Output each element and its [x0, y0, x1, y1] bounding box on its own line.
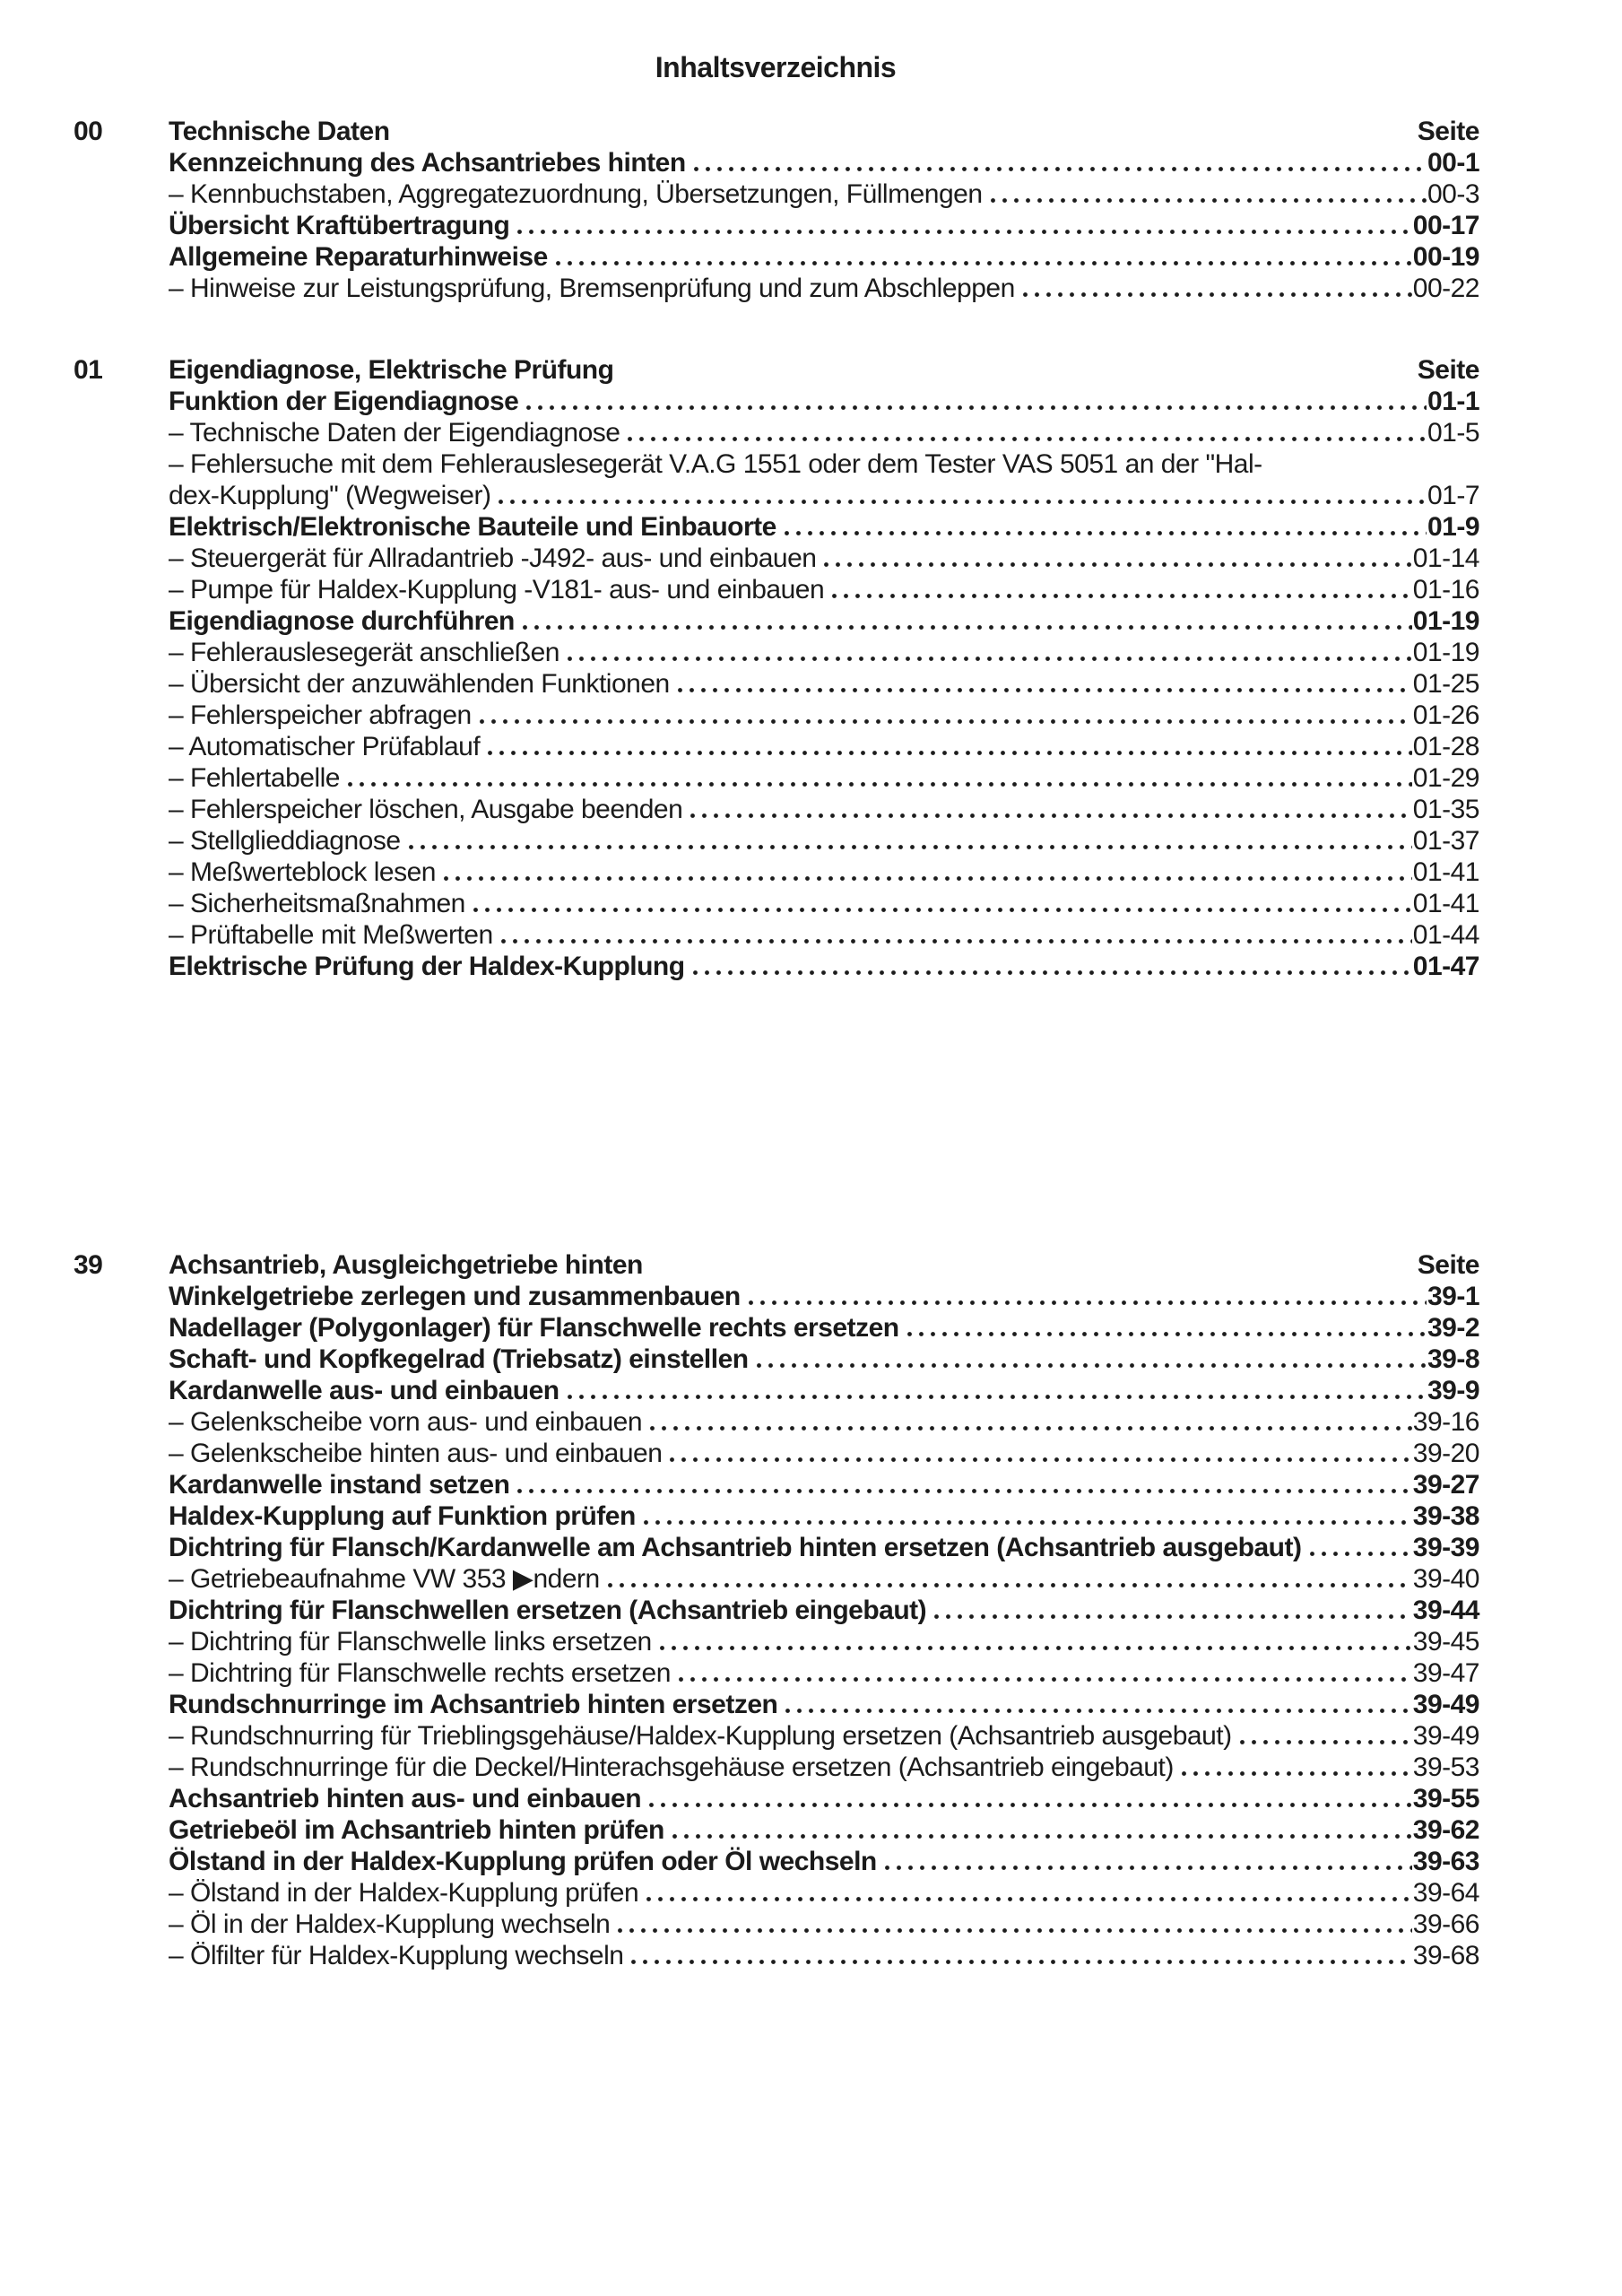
dot-leader — [624, 417, 1426, 448]
dot-leader — [987, 178, 1427, 210]
entry-title: – Hinweise zur Leistungsprüfung, Bremsenprüfung und zum Abschleppen — [169, 274, 1015, 303]
entry-title: – Stellglieddiagnose — [169, 826, 401, 856]
toc-entry — [72, 794, 1479, 825]
entry-title: Getriebeöl im Achsantrieb hinten prüfen — [169, 1815, 664, 1845]
toc-entry — [72, 241, 1479, 273]
entry-page-number: 01-14 — [1412, 544, 1479, 573]
toc-entry — [72, 1312, 1479, 1344]
entry-title: – Dichtring für Flanschwelle rechts ersetzen — [169, 1658, 671, 1688]
entry-title: dex-Kupplung" (Wegweiser) — [169, 481, 491, 510]
entry-title: Achsantrieb hinten aus- und einbauen — [169, 1784, 642, 1813]
toc-entry — [72, 1814, 1479, 1846]
entry-page-number: 01-28 — [1412, 732, 1479, 761]
entry-title: Dichtring für Flansch/Kardanwelle am Achsantrieb hinten ersetzen (Achsantrieb ausgebaut) — [169, 1533, 1302, 1562]
toc-entry — [72, 1909, 1479, 1940]
entry-page-number: 01-41 — [1412, 889, 1479, 918]
entry-page-number: 39-2 — [1427, 1313, 1479, 1343]
entry-page-number: 39-1 — [1427, 1282, 1479, 1311]
toc-entry — [72, 1595, 1479, 1626]
dot-leader — [470, 888, 1412, 919]
dot-leader — [564, 1375, 1427, 1406]
dot-leader — [604, 1563, 1412, 1595]
toc-entry — [72, 857, 1479, 888]
toc-entry — [72, 825, 1479, 857]
entry-page-number: 01-25 — [1412, 669, 1479, 699]
entry-page-number: 39-68 — [1412, 1941, 1479, 1970]
entry-page-number: 01-1 — [1427, 387, 1479, 416]
dot-leader — [519, 605, 1412, 637]
entry-title: Nadellager (Polygonlager) für Flanschwelle rechts ersetzen — [169, 1313, 899, 1343]
toc-entry — [72, 1783, 1479, 1814]
section-number: 00 — [74, 117, 103, 146]
dot-leader — [484, 731, 1412, 762]
entry-title: – Fehlerspeicher abfragen — [169, 700, 472, 730]
toc-entry — [72, 1532, 1479, 1563]
toc-entry — [72, 448, 1479, 480]
section-header-row — [72, 1249, 1479, 1281]
entry-page-number: 01-44 — [1412, 920, 1479, 950]
entry-page-number: 01-7 — [1427, 481, 1479, 510]
entry-page-number: 39-64 — [1412, 1878, 1479, 1908]
entry-title: – Gelenkscheibe hinten aus- und einbauen — [169, 1439, 663, 1468]
dot-leader — [564, 637, 1412, 668]
entry-title: – Übersicht der anzuwählenden Funktionen — [169, 669, 670, 699]
section-header-row — [72, 116, 1479, 147]
dot-leader — [674, 668, 1412, 700]
entry-page-number: 00-19 — [1412, 242, 1479, 272]
dot-leader — [476, 700, 1412, 731]
toc-page — [72, 52, 1479, 1971]
toc-section — [72, 1249, 1479, 1971]
entry-page-number: 39-8 — [1427, 1344, 1479, 1374]
entry-page-number: 39-16 — [1412, 1407, 1479, 1437]
toc-entry — [72, 1846, 1479, 1877]
dot-leader — [820, 543, 1411, 574]
toc-entry — [72, 1469, 1479, 1500]
entry-title: Kennzeichnung des Achsantriebes hinten — [169, 148, 686, 178]
entry-page-number: 39-38 — [1412, 1501, 1479, 1531]
entry-page-number: 39-53 — [1412, 1752, 1479, 1782]
entry-title: – Sicherheitsmaßnahmen — [169, 889, 465, 918]
dot-leader — [552, 241, 1412, 273]
toc-entry — [72, 1281, 1479, 1312]
toc-entry — [72, 1438, 1479, 1469]
entry-page-number: 39-66 — [1412, 1909, 1479, 1939]
toc-entry — [72, 1563, 1479, 1595]
page-title: Inhaltsverzeichnis — [655, 51, 897, 83]
dot-leader — [440, 857, 1412, 888]
entry-page-number: 39-20 — [1412, 1439, 1479, 1468]
entry-title: – Dichtring für Flanschwelle links ersetzen — [169, 1627, 652, 1657]
dot-leader — [405, 825, 1412, 857]
toc-entry — [72, 951, 1479, 982]
entry-title: Haldex-Kupplung auf Funktion prüfen — [169, 1501, 636, 1531]
entry-title: Eigendiagnose durchführen — [169, 606, 515, 636]
entry-title: – Fehlerspeicher löschen, Ausgabe beenden — [169, 795, 683, 824]
entry-title: Rundschnurringe im Achsantrieb hinten ersetzen — [169, 1690, 778, 1719]
dot-leader — [628, 1940, 1411, 1971]
section-title: Technische Daten — [169, 117, 390, 146]
toc-entry — [72, 668, 1479, 700]
toc-entry — [72, 543, 1479, 574]
entry-title: Schaft- und Kopfkegelrad (Triebsatz) einstellen — [169, 1344, 749, 1374]
entry-page-number: 39-55 — [1412, 1784, 1479, 1813]
toc-entry — [72, 273, 1479, 304]
entry-page-number: 01-47 — [1412, 952, 1479, 981]
dot-leader — [666, 1438, 1411, 1469]
toc-entry — [72, 888, 1479, 919]
entry-page-number: 01-29 — [1412, 763, 1479, 793]
entry-page-number: 01-5 — [1427, 418, 1479, 448]
dot-leader — [931, 1595, 1412, 1626]
entry-page-number: 39-40 — [1412, 1564, 1479, 1594]
entry-title: – Fehlersuche mit dem Fehlerauslesegerät V.A.G 1551 oder dem Tester VAS 5051 an der "Hal- — [169, 449, 1262, 479]
toc-entry — [72, 1752, 1479, 1783]
toc-entry — [72, 1344, 1479, 1375]
dot-leader — [781, 511, 1427, 543]
entry-title: Winkelgetriebe zerlegen und zusammenbauen — [169, 1282, 741, 1311]
entry-title: Dichtring für Flanschwellen ersetzen (Achsantrieb eingebaut) — [169, 1596, 927, 1625]
entry-title: – Ölfilter für Haldex-Kupplung wechseln — [169, 1941, 624, 1970]
section-number: 39 — [74, 1250, 103, 1280]
entry-page-number: 39-45 — [1412, 1627, 1479, 1657]
entry-title: – Rundschnurringe für die Deckel/Hinterachsgehäuse ersetzen (Achsantrieb eingebaut) — [169, 1752, 1174, 1782]
section-entries — [72, 1281, 1479, 1971]
dot-leader — [344, 762, 1412, 794]
entry-page-number: 01-19 — [1412, 638, 1479, 667]
entry-page-number: 00-17 — [1412, 211, 1479, 240]
entry-page-number: 39-47 — [1412, 1658, 1479, 1688]
toc-entry — [72, 1406, 1479, 1438]
dot-leader — [640, 1500, 1412, 1532]
dot-leader — [669, 1814, 1412, 1846]
dot-leader — [881, 1846, 1412, 1877]
entry-title: – Pumpe für Haldex-Kupplung -V181- aus- und einbauen — [169, 575, 825, 604]
section-title: Achsantrieb, Ausgleichgetriebe hinten — [169, 1250, 643, 1280]
entry-page-number: 00-1 — [1427, 148, 1479, 178]
entry-title: Elektrische Prüfung der Haldex-Kupplung — [169, 952, 685, 981]
entry-page-number: 01-35 — [1412, 795, 1479, 824]
toc-sections — [72, 116, 1479, 1971]
dot-leader — [690, 147, 1427, 178]
entry-title: Ölstand in der Haldex-Kupplung prüfen oder Öl wechseln — [169, 1847, 877, 1876]
entry-page-number: 39-27 — [1412, 1470, 1479, 1500]
entry-page-number: 39-44 — [1412, 1596, 1479, 1625]
entry-page-number: 39-63 — [1412, 1847, 1479, 1876]
dot-leader — [514, 1469, 1411, 1500]
entry-title: – Fehlertabelle — [169, 763, 340, 793]
toc-entry — [72, 1500, 1479, 1532]
entry-title: – Kennbuchstaben, Aggregatezuordnung, Übersetzungen, Füllmengen — [169, 179, 983, 209]
toc-entry — [72, 762, 1479, 794]
entry-title: Allgemeine Reparaturhinweise — [169, 242, 548, 272]
dot-leader — [690, 951, 1412, 982]
toc-entry — [72, 1940, 1479, 1971]
entry-title: – Meßwerteblock lesen — [169, 857, 436, 887]
toc-entry — [72, 1689, 1479, 1720]
entry-page-number: 00-22 — [1412, 274, 1479, 303]
toc-entry — [72, 919, 1479, 951]
toc-entry — [72, 605, 1479, 637]
entry-title: – Getriebeaufnahme VW 353 ▶ndern — [169, 1564, 600, 1594]
dot-leader — [753, 1344, 1427, 1375]
toc-entry — [72, 178, 1479, 210]
entry-page-number: 39-9 — [1427, 1376, 1479, 1405]
entry-title: – Automatischer Prüfablauf — [169, 732, 481, 761]
section-header-row — [72, 354, 1479, 386]
entry-title: – Öl in der Haldex-Kupplung wechseln — [169, 1909, 611, 1939]
toc-entry — [72, 1375, 1479, 1406]
toc-entry — [72, 1877, 1479, 1909]
entry-title: – Prüftabelle mit Meßwerten — [169, 920, 493, 950]
entry-page-number: 01-16 — [1412, 575, 1479, 604]
entry-page-number: 01-19 — [1412, 606, 1479, 636]
toc-entry — [72, 700, 1479, 731]
dot-leader — [495, 480, 1427, 511]
page-column-header: Seite — [1417, 355, 1479, 385]
dot-leader — [687, 794, 1412, 825]
dot-leader — [1236, 1720, 1412, 1752]
toc-entry — [72, 574, 1479, 605]
entry-title: – Steuergerät für Allradantrieb -J492- aus- und einbauen — [169, 544, 817, 573]
dot-leader — [646, 1783, 1412, 1814]
dot-leader — [904, 1312, 1427, 1344]
dot-leader — [675, 1657, 1412, 1689]
toc-entry — [72, 511, 1479, 543]
entry-title: – Fehlerauslesegerät anschließen — [169, 638, 559, 667]
dot-leader — [646, 1406, 1412, 1438]
entry-title: – Rundschnurring für Trieblingsgehäuse/Haldex-Kupplung ersetzen (Achsantrieb ausgebaut) — [169, 1721, 1232, 1751]
entry-title: – Technische Daten der Eigendiagnose — [169, 418, 620, 448]
section-number: 01 — [74, 355, 103, 385]
dot-leader — [498, 919, 1412, 951]
entry-page-number: 01-37 — [1412, 826, 1479, 856]
toc-entry — [72, 386, 1479, 417]
dot-leader — [643, 1877, 1412, 1909]
toc-entry — [72, 147, 1479, 178]
entry-page-number: 39-49 — [1412, 1721, 1479, 1751]
entry-page-number: 39-49 — [1412, 1690, 1479, 1719]
page-column-header: Seite — [1417, 1250, 1479, 1280]
entry-page-number: 01-9 — [1427, 512, 1479, 542]
dot-leader — [745, 1281, 1427, 1312]
entry-page-number: 01-41 — [1412, 857, 1479, 887]
toc-section — [72, 116, 1479, 304]
toc-entry — [72, 480, 1479, 511]
dot-leader — [614, 1909, 1411, 1940]
page-column-header: Seite — [1417, 117, 1479, 146]
toc-entry — [72, 417, 1479, 448]
entry-title: Kardanwelle aus- und einbauen — [169, 1376, 559, 1405]
entry-title: Kardanwelle instand setzen — [169, 1470, 510, 1500]
entry-page-number: 39-62 — [1412, 1815, 1479, 1845]
dot-leader — [656, 1626, 1412, 1657]
toc-entry — [72, 210, 1479, 241]
toc-entry — [72, 1626, 1479, 1657]
dot-leader — [782, 1689, 1411, 1720]
section-title: Eigendiagnose, Elektrische Prüfung — [169, 355, 614, 385]
entry-title: – Ölstand in der Haldex-Kupplung prüfen — [169, 1878, 639, 1908]
entry-title: Elektrisch/Elektronische Bauteile und Einbauorte — [169, 512, 776, 542]
toc-section — [72, 354, 1479, 982]
entry-page-number: 01-26 — [1412, 700, 1479, 730]
entry-page-number: 39-39 — [1412, 1533, 1479, 1562]
entry-title: Funktion der Eigendiagnose — [169, 387, 519, 416]
toc-entry — [72, 637, 1479, 668]
toc-entry — [72, 1720, 1479, 1752]
dot-leader — [1019, 273, 1412, 304]
section-entries — [72, 386, 1479, 982]
toc-entry — [72, 731, 1479, 762]
dot-leader — [514, 210, 1411, 241]
dot-leader — [523, 386, 1427, 417]
section-entries — [72, 147, 1479, 304]
dot-leader — [1178, 1752, 1412, 1783]
dot-leader — [1306, 1532, 1412, 1563]
toc-entry — [72, 1657, 1479, 1689]
entry-page-number: 00-3 — [1427, 179, 1479, 209]
entry-title: Übersicht Kraftübertragung — [169, 211, 510, 240]
dot-leader — [828, 574, 1412, 605]
entry-title: – Gelenkscheibe vorn aus- und einbauen — [169, 1407, 643, 1437]
